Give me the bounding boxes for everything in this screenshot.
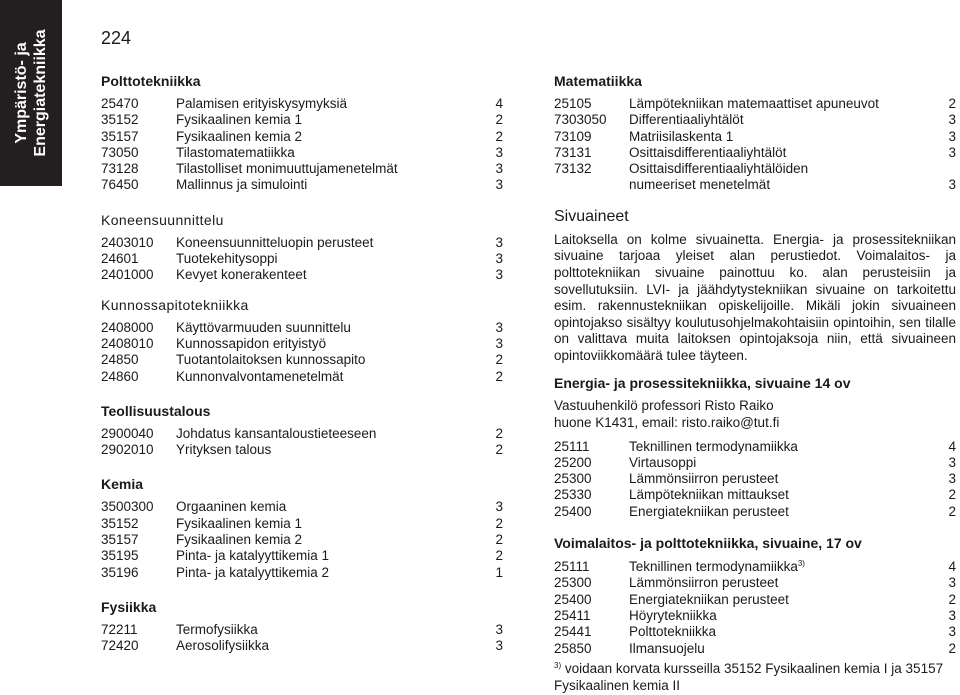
course-name: Fysikaalinen kemia 1: [176, 515, 303, 531]
chapter-label-line1: Ympäristö- ja: [13, 42, 30, 144]
section-energia: [554, 374, 956, 520]
section-koneensuunnittelu: [101, 211, 503, 284]
contact-info: huone K1431, email: risto.raiko@tut.fi: [554, 415, 780, 431]
chapter-label-line2: Energiatekniikka: [32, 29, 49, 157]
course-credits: 3: [948, 575, 956, 591]
course-code: 25300: [554, 471, 592, 487]
course-code: 72420: [101, 638, 139, 654]
section-matematiikka: [554, 72, 956, 194]
course-code: 35195: [101, 548, 139, 564]
course-row: [554, 96, 956, 112]
section-title: Fysiikka: [101, 598, 157, 615]
course-name: Aerosolifysiikka: [176, 638, 270, 654]
course-name: Virtausoppi: [629, 454, 697, 470]
course-credits: 3: [495, 251, 503, 267]
course-name: Tuotekehitysoppi: [176, 251, 278, 267]
course-credits: 3: [495, 499, 503, 515]
course-row: [554, 624, 956, 640]
course-code: 35157: [101, 532, 139, 548]
course-row: [101, 548, 503, 564]
section-title: Energia- ja prosessitekniikka, sivuaine 14 ov: [554, 374, 851, 391]
section-title: Matematiikka: [554, 73, 642, 89]
section-title: Teollisuustalous: [101, 402, 211, 419]
course-row: [101, 320, 503, 336]
section-title: Voimalaitos- ja polttotekniikka, sivuaine, 17 ov: [554, 535, 862, 552]
course-credits: 2: [495, 352, 503, 368]
course-row: [101, 129, 503, 145]
chapter-label: [0, 0, 62, 186]
course-name: Fysikaalinen kemia 1: [176, 112, 303, 128]
course-row: [101, 267, 503, 283]
course-name: Lämmönsiirron perusteet: [629, 471, 779, 487]
course-row: [101, 442, 503, 458]
course-credits: 2: [948, 96, 956, 111]
course-name: Tuotantolaitoksen kunnossapito: [176, 352, 366, 368]
course-credits: 3: [495, 234, 503, 250]
course-code: 25411: [554, 607, 591, 623]
course-name: Lämpötekniikan mittaukset: [629, 487, 789, 503]
course-name: Fysikaalinen kemia 2: [176, 128, 303, 144]
course-credits: 4: [948, 559, 956, 575]
course-code: 35152: [101, 112, 139, 128]
course-code: 2408000: [101, 319, 154, 335]
course-row: [101, 516, 503, 532]
course-credits: 3: [948, 177, 956, 193]
course-code: 2401000: [101, 267, 154, 283]
course-name: Mallinnus ja simulointi: [176, 177, 308, 193]
course-row: [101, 112, 503, 128]
course-credits: 3: [495, 319, 503, 335]
course-name: Kunnossapidon erityistyö: [176, 335, 327, 351]
course-credits: 2: [948, 640, 956, 656]
course-row: [554, 504, 956, 520]
course-credits: 2: [495, 548, 503, 564]
section-kemia: [101, 475, 503, 580]
course-name: numeeriset menetelmät: [629, 177, 771, 193]
course-credits: 2: [948, 503, 956, 519]
footnote-marker: 3): [797, 559, 805, 569]
section-title: Kemia: [101, 476, 144, 493]
course-name: Käyttövarmuuden suunnittelu: [176, 319, 351, 335]
course-name: Palamisen erityiskysymyksiä: [176, 96, 348, 111]
course-name: Fysikaalinen kemia 2: [176, 532, 303, 548]
course-row: [554, 112, 956, 128]
course-code: 3500300: [101, 499, 154, 515]
section-title: Polttotekniikka: [101, 73, 201, 89]
course-code: 35196: [101, 564, 139, 580]
course-name: Osittaisdifferentiaaliyhtälöiden: [629, 161, 809, 177]
course-code: 24860: [101, 368, 139, 384]
course-credits: 4: [948, 438, 956, 454]
course-row: [554, 439, 956, 455]
course-credits: 2: [495, 128, 503, 144]
course-name: Termofysiikka: [176, 621, 258, 637]
course-code: 24601: [101, 251, 139, 267]
course-code: 35157: [101, 128, 139, 144]
course-credits: [936, 161, 956, 177]
course-code: 25105: [554, 96, 592, 111]
section-teollisuustalous: [101, 402, 503, 459]
course-code: 7303050: [554, 112, 607, 128]
course-credits: 1: [495, 564, 503, 580]
course-row: [554, 487, 956, 503]
footnote-text-line1: voidaan korvata kursseilla 35152 Fysikaalinen kemia I ja 35157: [561, 660, 944, 676]
course-credits: 3: [495, 267, 503, 283]
course-credits: 2: [495, 368, 503, 384]
section-title: Koneensuunnittelu: [101, 211, 224, 228]
course-code: 73109: [554, 128, 592, 144]
course-credits: 2: [495, 515, 503, 531]
course-row: [554, 559, 956, 575]
course-name: Kevyet konerakenteet: [176, 267, 307, 283]
course-code: 24850: [101, 352, 139, 368]
course-name: Polttotekniikka: [629, 624, 717, 640]
course-name: Osittaisdifferentiaaliyhtälöt: [629, 144, 787, 160]
course-name: Tilastomatematiikka: [176, 144, 295, 160]
course-name: Energiatekniikan perusteet: [629, 591, 789, 607]
course-code: 25330: [554, 487, 592, 503]
course-name: Differentiaaliyhtälöt: [629, 112, 744, 128]
course-code: 73128: [101, 161, 139, 177]
course-code: 2902010: [101, 442, 154, 458]
course-credits: 3: [495, 335, 503, 351]
course-credits: 3: [948, 471, 956, 487]
course-row: [101, 352, 503, 368]
responsible-person: Vastuuhenkilö professori Risto Raiko: [554, 397, 774, 413]
course-row: [101, 235, 503, 251]
course-row: [554, 455, 956, 471]
course-row: [101, 145, 503, 161]
course-name: Teknillinen termodynamiikka: [629, 438, 798, 454]
course-row: [554, 471, 956, 487]
course-credits: 3: [948, 624, 956, 640]
course-row: [101, 336, 503, 352]
right-column: [554, 72, 956, 695]
course-credits: 3: [495, 621, 503, 637]
course-name: Energiatekniikan perusteet: [629, 503, 789, 519]
course-code: 25850: [554, 640, 592, 656]
course-code: 35152: [101, 515, 139, 531]
course-row: [554, 161, 956, 177]
course-code: 73050: [101, 144, 139, 160]
course-name: Pinta- ja katalyyttikemia 2: [176, 564, 330, 580]
section-sivuaineet: [554, 206, 956, 365]
section-title: Sivuaineet: [554, 207, 629, 225]
course-code: 2900040: [101, 425, 154, 441]
course-name: Yrityksen talous: [176, 442, 272, 458]
course-credits: 4: [495, 96, 503, 111]
course-code: 73131: [554, 144, 592, 160]
course-credits: 2: [948, 591, 956, 607]
course-credits: 3: [948, 144, 956, 160]
section-kunnossapitotekniikka: [101, 296, 503, 385]
footnote-text-line2: Fysikaalinen kemia II: [554, 678, 681, 694]
course-name: Teknillinen termodynamiikka: [629, 559, 798, 575]
course-credits: 2: [495, 112, 503, 128]
course-row: [101, 532, 503, 548]
course-row: [101, 161, 503, 177]
course-credits: 3: [948, 607, 956, 623]
course-credits: 2: [495, 532, 503, 548]
course-code: 25441: [554, 624, 592, 640]
body-paragraph: Laitoksella on kolme sivuainetta. Energia- ja prosessitekniikan sivuaine tarjoaa yleiset alan perustiedot. Voimalaitos- ja polttotekniikan sivuaine painottuu ko. alan perusteisiin ja sovellutuksiin. LVI- ja jäähdytystekniikan sivuaine on tarkoitettu esim. rakennustekniikan opiskelijoille. Mikäli jokin sivuaineen opintojakso sisältyy koulutusohjelmakohtaisiin opintoihin, sen tilalle on valittava muita laitoksen opintojaksoja niin, että sivuaineen opintoviikkomäärä tulee täyteen.: [554, 231, 956, 363]
course-code: 25400: [554, 591, 592, 607]
course-code: 73132: [554, 161, 592, 177]
course-name: Höyrytekniikka: [629, 607, 717, 623]
course-row: [554, 145, 956, 161]
course-row-continued: [554, 177, 956, 193]
course-name: Tilastolliset monimuuttujamenetelmät: [176, 161, 398, 177]
course-row: [101, 177, 503, 193]
course-name: Matriisilaskenta 1: [629, 128, 734, 144]
course-code: 2403010: [101, 234, 154, 250]
course-name: Koneensuunnitteluopin perusteet: [176, 234, 374, 250]
course-credits: 3: [495, 144, 503, 160]
course-credits: 3: [948, 454, 956, 470]
course-name: Ilmansuojelu: [629, 640, 705, 656]
course-name: Lämmönsiirron perusteet: [629, 575, 779, 591]
course-code: 25470: [101, 96, 139, 111]
footnote: [554, 660, 956, 678]
course-row: [554, 641, 956, 657]
chapter-sidebar: [0, 0, 62, 186]
course-row: [554, 129, 956, 145]
section-polttotekniikka: [101, 72, 503, 194]
course-row: [101, 622, 503, 638]
course-name: Johdatus kansantaloustieteeseen: [176, 425, 377, 441]
course-row: [101, 499, 503, 515]
course-credits: 3: [495, 177, 503, 193]
course-credits: 2: [948, 487, 956, 503]
course-row: [101, 96, 503, 112]
course-row: [554, 608, 956, 624]
course-name: Lämpötekniikan matemaattiset apuneuvot: [629, 96, 879, 111]
course-code: 25200: [554, 454, 592, 470]
course-row: [101, 638, 503, 654]
course-code: 25111: [554, 559, 590, 575]
course-code: 25111: [554, 438, 590, 454]
section-voimalaitos: [554, 534, 956, 695]
course-credits: 3: [495, 638, 503, 654]
course-code: 25400: [554, 503, 592, 519]
course-code: 25300: [554, 575, 592, 591]
course-credits: 2: [495, 442, 503, 458]
left-column: [101, 72, 503, 655]
course-code: 76450: [101, 177, 139, 193]
course-code: 72211: [101, 621, 138, 637]
course-row: [554, 575, 956, 591]
footnote-mark: 3): [554, 660, 562, 670]
course-credits: 3: [495, 161, 503, 177]
course-name: Kunnonvalvontamenetelmät: [176, 368, 344, 384]
course-name: Pinta- ja katalyyttikemia 1: [176, 548, 330, 564]
course-credits: 2: [495, 425, 503, 441]
course-credits: 3: [948, 112, 956, 128]
course-row: [101, 565, 503, 581]
course-row: [101, 426, 503, 442]
course-code: 2408010: [101, 335, 154, 351]
course-row: [554, 592, 956, 608]
course-credits: 3: [948, 128, 956, 144]
course-row: [101, 369, 503, 385]
course-row: [101, 251, 503, 267]
section-fysiikka: [101, 598, 503, 655]
section-title: Kunnossapitotekniikka: [101, 296, 249, 313]
page-number: 224: [101, 28, 132, 48]
course-name: Orgaaninen kemia: [176, 499, 287, 515]
